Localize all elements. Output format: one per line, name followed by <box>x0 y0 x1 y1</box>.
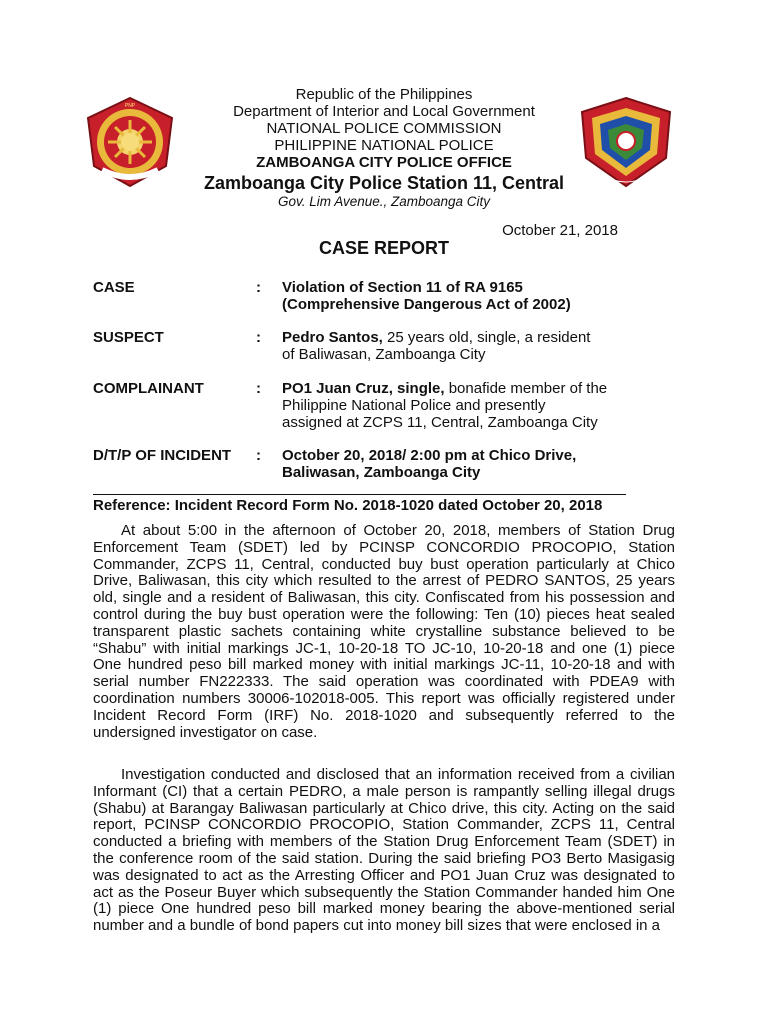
reference-line: Reference: Incident Record Form No. 2018-1020 dated October 20, 2018 <box>93 497 603 514</box>
suspect-residence: of Baliwasan, Zamboanga City <box>282 346 486 363</box>
republic-line: Republic of the Philippines <box>295 86 473 103</box>
complainant-name: PO1 Juan Cruz, single, <box>282 380 445 397</box>
case-label: CASE <box>93 279 135 296</box>
divider <box>93 494 626 495</box>
suspect-details: 25 years old, single, a resident <box>382 329 591 346</box>
incident-value <box>282 447 642 481</box>
complainant-line3: assigned at ZCPS 11, Central, Zamboanga City <box>282 414 598 431</box>
suspect-value <box>282 329 642 363</box>
suspect-label: SUSPECT <box>93 329 164 346</box>
complainant-value <box>282 380 642 431</box>
narrative-paragraph-2: Investigation conducted and disclosed that an information received from a civilian Informant (CI) that a certain PEDRO, a male person is rampantly selling illegal drugs (Shabu) at Barangay Baliwasan particularly at Chico drive, this city. Acting on the said report, PCINSP CONCORDIO PROCOPIO, Station Commander, ZCPS 11, Central conducted a briefing with members of the Station Drug Enforcement Team (SDET) in the conference room of the said station. During the said briefing PO3 Berto Masigasig was designated to act as the Arresting Officer and PO1 Juan Cruz was designated to act as the Poseur Buyer which subsequently the Station Commander handed him One (1) piece One hundred peso bill marked money bearing the above-mentioned serial number and a bundle of bond papers cut into money bill sizes that were enclosed in a <box>93 766 675 935</box>
suspect-name: Pedro Santos, <box>282 329 383 346</box>
pnp-line: PHILIPPINE NATIONAL POLICE <box>274 137 494 154</box>
incident-line2: Baliwasan, Zamboanga City <box>282 464 481 481</box>
case-colon: : <box>256 279 261 296</box>
incident-label: D/T/P OF INCIDENT <box>93 447 232 464</box>
case-value-line2: (Comprehensive Dangerous Act of 2002) <box>282 296 571 313</box>
case-value <box>282 279 642 313</box>
suspect-colon: : <box>256 329 261 346</box>
case-value-line1: Violation of Section 11 of RA 9165 <box>282 279 523 296</box>
napolcom-line: NATIONAL POLICE COMMISSION <box>266 120 502 137</box>
report-title: CASE REPORT <box>318 238 450 258</box>
letterhead <box>0 86 768 210</box>
incident-colon: : <box>256 447 261 464</box>
complainant-label: COMPLAINANT <box>93 380 204 397</box>
seal-text: PNP <box>124 103 136 109</box>
city-office-line: ZAMBOANGA CITY POLICE OFFICE <box>256 154 512 171</box>
narrative-paragraph-1: At about 5:00 in the afternoon of October 20, 2018, members of Station Drug Enforcement Team (SDET) led by PCINSP CONCORDIO PROCOPIO, Station Commander, ZCPS 11, Central, conducted buy bust operation particularly at Chico Drive, Baliwasan, this city which resulted to the arrest of PEDRO SANTOS, 25 years old, single and a resident of Baliwasan, this city. Confiscated from his possession and control during the buy bust operation were the following: Ten (10) pieces heat sealed transparent plastic sachets containing white crystalline substance believed to be “Shabu” with initial markings JC-1, 10-20-18 TO JC-10, 10-20-18 and one (1) piece One hundred peso bill marked money with initial markings JC-11, 10-20-18 and with serial number FN222333. The said operation was coordinated with PDEA9 with coordination numbers 30006-102018-005. This report was officially registered under Incident Record Form (IRF) No. 2018-1020 and subsequently referred to the undersigned investigator on case. <box>93 522 675 741</box>
station-address: Gov. Lim Avenue., Zamboanga City <box>277 194 491 209</box>
complainant-details: bonafide member of the <box>444 380 608 397</box>
department-line: Department of Interior and Local Government <box>233 103 535 120</box>
report-date: October 21, 2018 <box>502 222 618 239</box>
complainant-colon: : <box>256 380 261 397</box>
incident-line1: October 20, 2018/ 2:00 pm at Chico Drive, <box>282 447 577 464</box>
station-name: Zamboanga City Police Station 11, Central <box>203 173 565 193</box>
complainant-line2: Philippine National Police and presently <box>282 397 546 414</box>
